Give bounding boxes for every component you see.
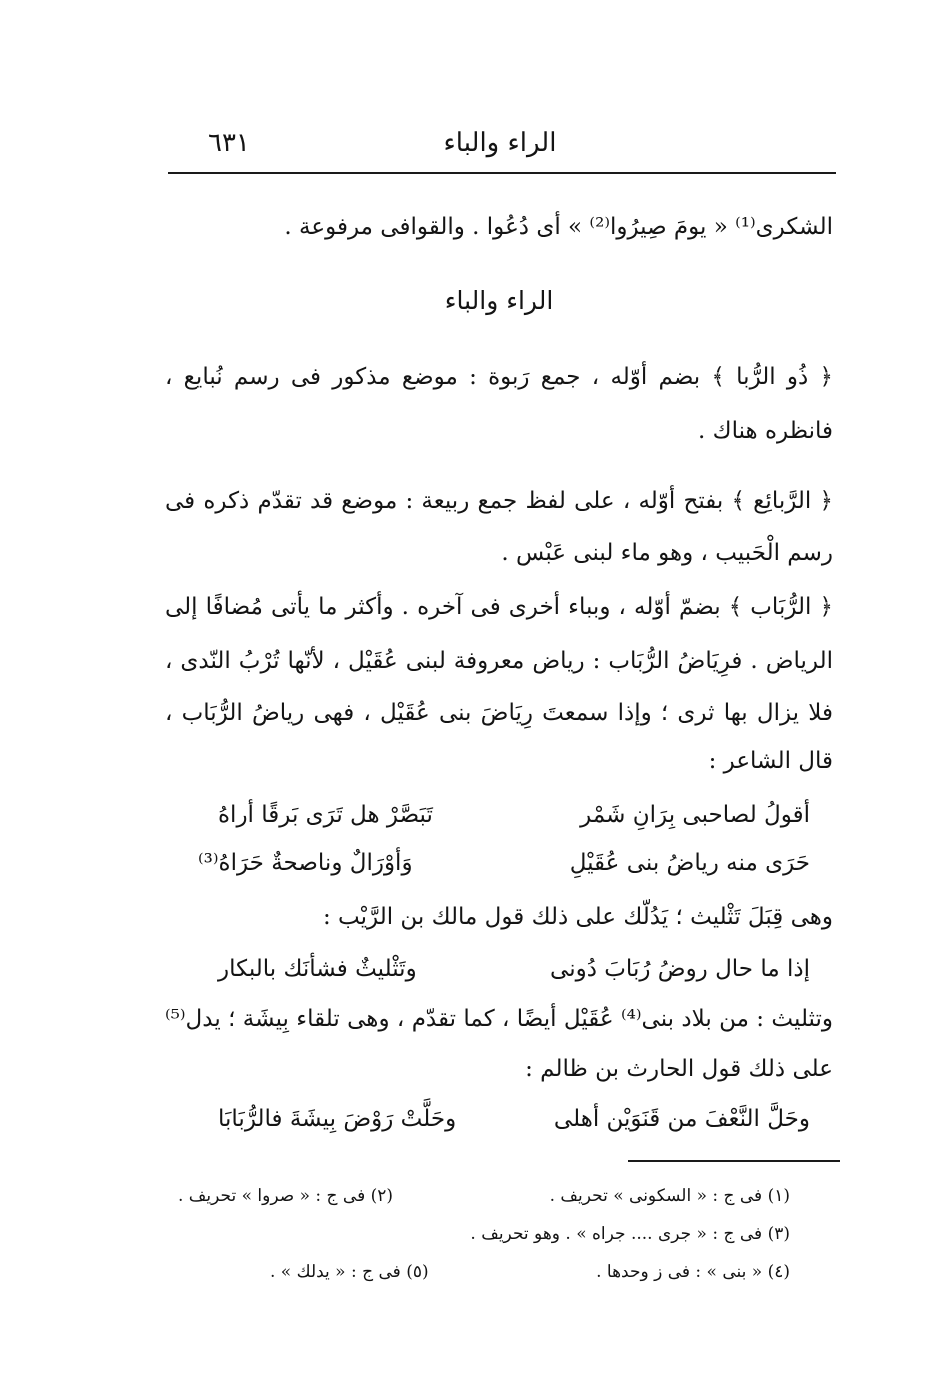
text-line-harith: على ذلك قول الحارث بن ظالم : xyxy=(525,1056,833,1082)
entry-alrabaie-line-2: رسم الْحَبيب ، وهو ماء لبنى عَبْس . xyxy=(501,540,833,566)
verse-3-first-hemistich: إذا ما حال روضُ رُبَابَ دُونى xyxy=(550,956,810,982)
verse-2-first-hemistich: حَرَى منه رياضُ بنى عُقَيْلِ xyxy=(569,850,810,876)
entry-alrubab-line-4: قال الشاعر : xyxy=(708,748,833,774)
page-number: ٦٣١ xyxy=(208,128,250,158)
header-rule xyxy=(168,172,836,174)
footnote-3: (٣) فى ج : « جرى .... جراه » . وهو تحريف . xyxy=(470,1224,790,1244)
text-line-1: الشكرى⁽¹⁾ « يومَ صِيرُوا⁽²⁾ » أى دُعُوا . والقوافى مرفوعة . xyxy=(284,214,833,240)
verse-4-second-hemistich: وحَلَّتْ رَوْضَ بِيشَةَ فالرُّبَابَا xyxy=(218,1106,457,1132)
section-title: الراء والباء xyxy=(444,286,554,315)
verse-2-second-hemistich: وَأوْرَالٌ وناصحةٌ حَرَاهُ⁽³⁾ xyxy=(198,850,413,876)
text-line-tathlith: وهى قِبَلَ تَثْليث ؛ يَدُلّك على ذلك قول مالك بن الرَّيْب : xyxy=(322,904,833,930)
footnote-4: (٤) « بنى » : فى ز وحدها . xyxy=(596,1262,790,1282)
text-line-tathlith-2: وتثليث : من بلاد بنى⁽⁴⁾ عُقَيْل أيضًا ، كما تقدّم ، وهى تلقاء بِيشَة ؛ يدل⁽⁵⁾ xyxy=(165,1006,834,1032)
entry-alrubab-line-1: ﴿ الرُّبَاب ﴾ بضمّ أوّله ، وبباء أخرى فى آخره . وأكثر ما يأتى مُضافًا إلى xyxy=(165,594,833,620)
entry-alrabaie-line-1: ﴿ الرَّبائِع ﴾ بفتح أوّله ، على لفظ جمع ربيعة : موضع قد تقدّم ذكره فى xyxy=(165,488,833,514)
verse-1-second-hemistich: تَبَصَّرْ هل تَرَى بَرقًا أراهُ xyxy=(218,802,433,828)
footnote-rule xyxy=(628,1160,840,1162)
footnote-2: (٢) فى ج : « صروا » تحريف . xyxy=(178,1186,394,1206)
running-title: الراء والباء xyxy=(443,128,557,158)
entry-alrubab-line-2: الرياض . فرِيَاضُ الرُّبَاب : رياض معروفة لبنى عُقَيْل ، لأنّها تُرْبُ النّدى ، xyxy=(165,648,833,674)
entry-dhu-alruba-line-2: فانظره هناك . xyxy=(698,418,833,444)
footnote-1: (١) فى ج : « السكونى » تحريف . xyxy=(549,1186,790,1206)
entry-dhu-alruba-line-1: ﴿ ذُو الرُّبا ﴾ بضم أوّله ، جمع رَبوة : موضع مذكور فى رسم نُبايع ، xyxy=(165,364,833,390)
footnote-5: (٥) فى ج : « يدلك » . xyxy=(270,1262,429,1282)
entry-alrubab-line-3: فلا يزال بها ثرى ؛ وإذا سمعتَ رِيَاضَ بنى عُقَيْل ، فهى رياضُ الرُّبَاب ، xyxy=(165,700,833,726)
verse-4-first-hemistich: وحَلَّ النَّعْفَ من قَنَوَيْن أهلى xyxy=(553,1106,810,1132)
verse-1-first-hemistich: أقولُ لصاحبى بِرَانِ شَمْر xyxy=(580,802,810,828)
verse-3-second-hemistich: وتَثْليثٌ فشأنَك بالبكار xyxy=(218,956,417,982)
